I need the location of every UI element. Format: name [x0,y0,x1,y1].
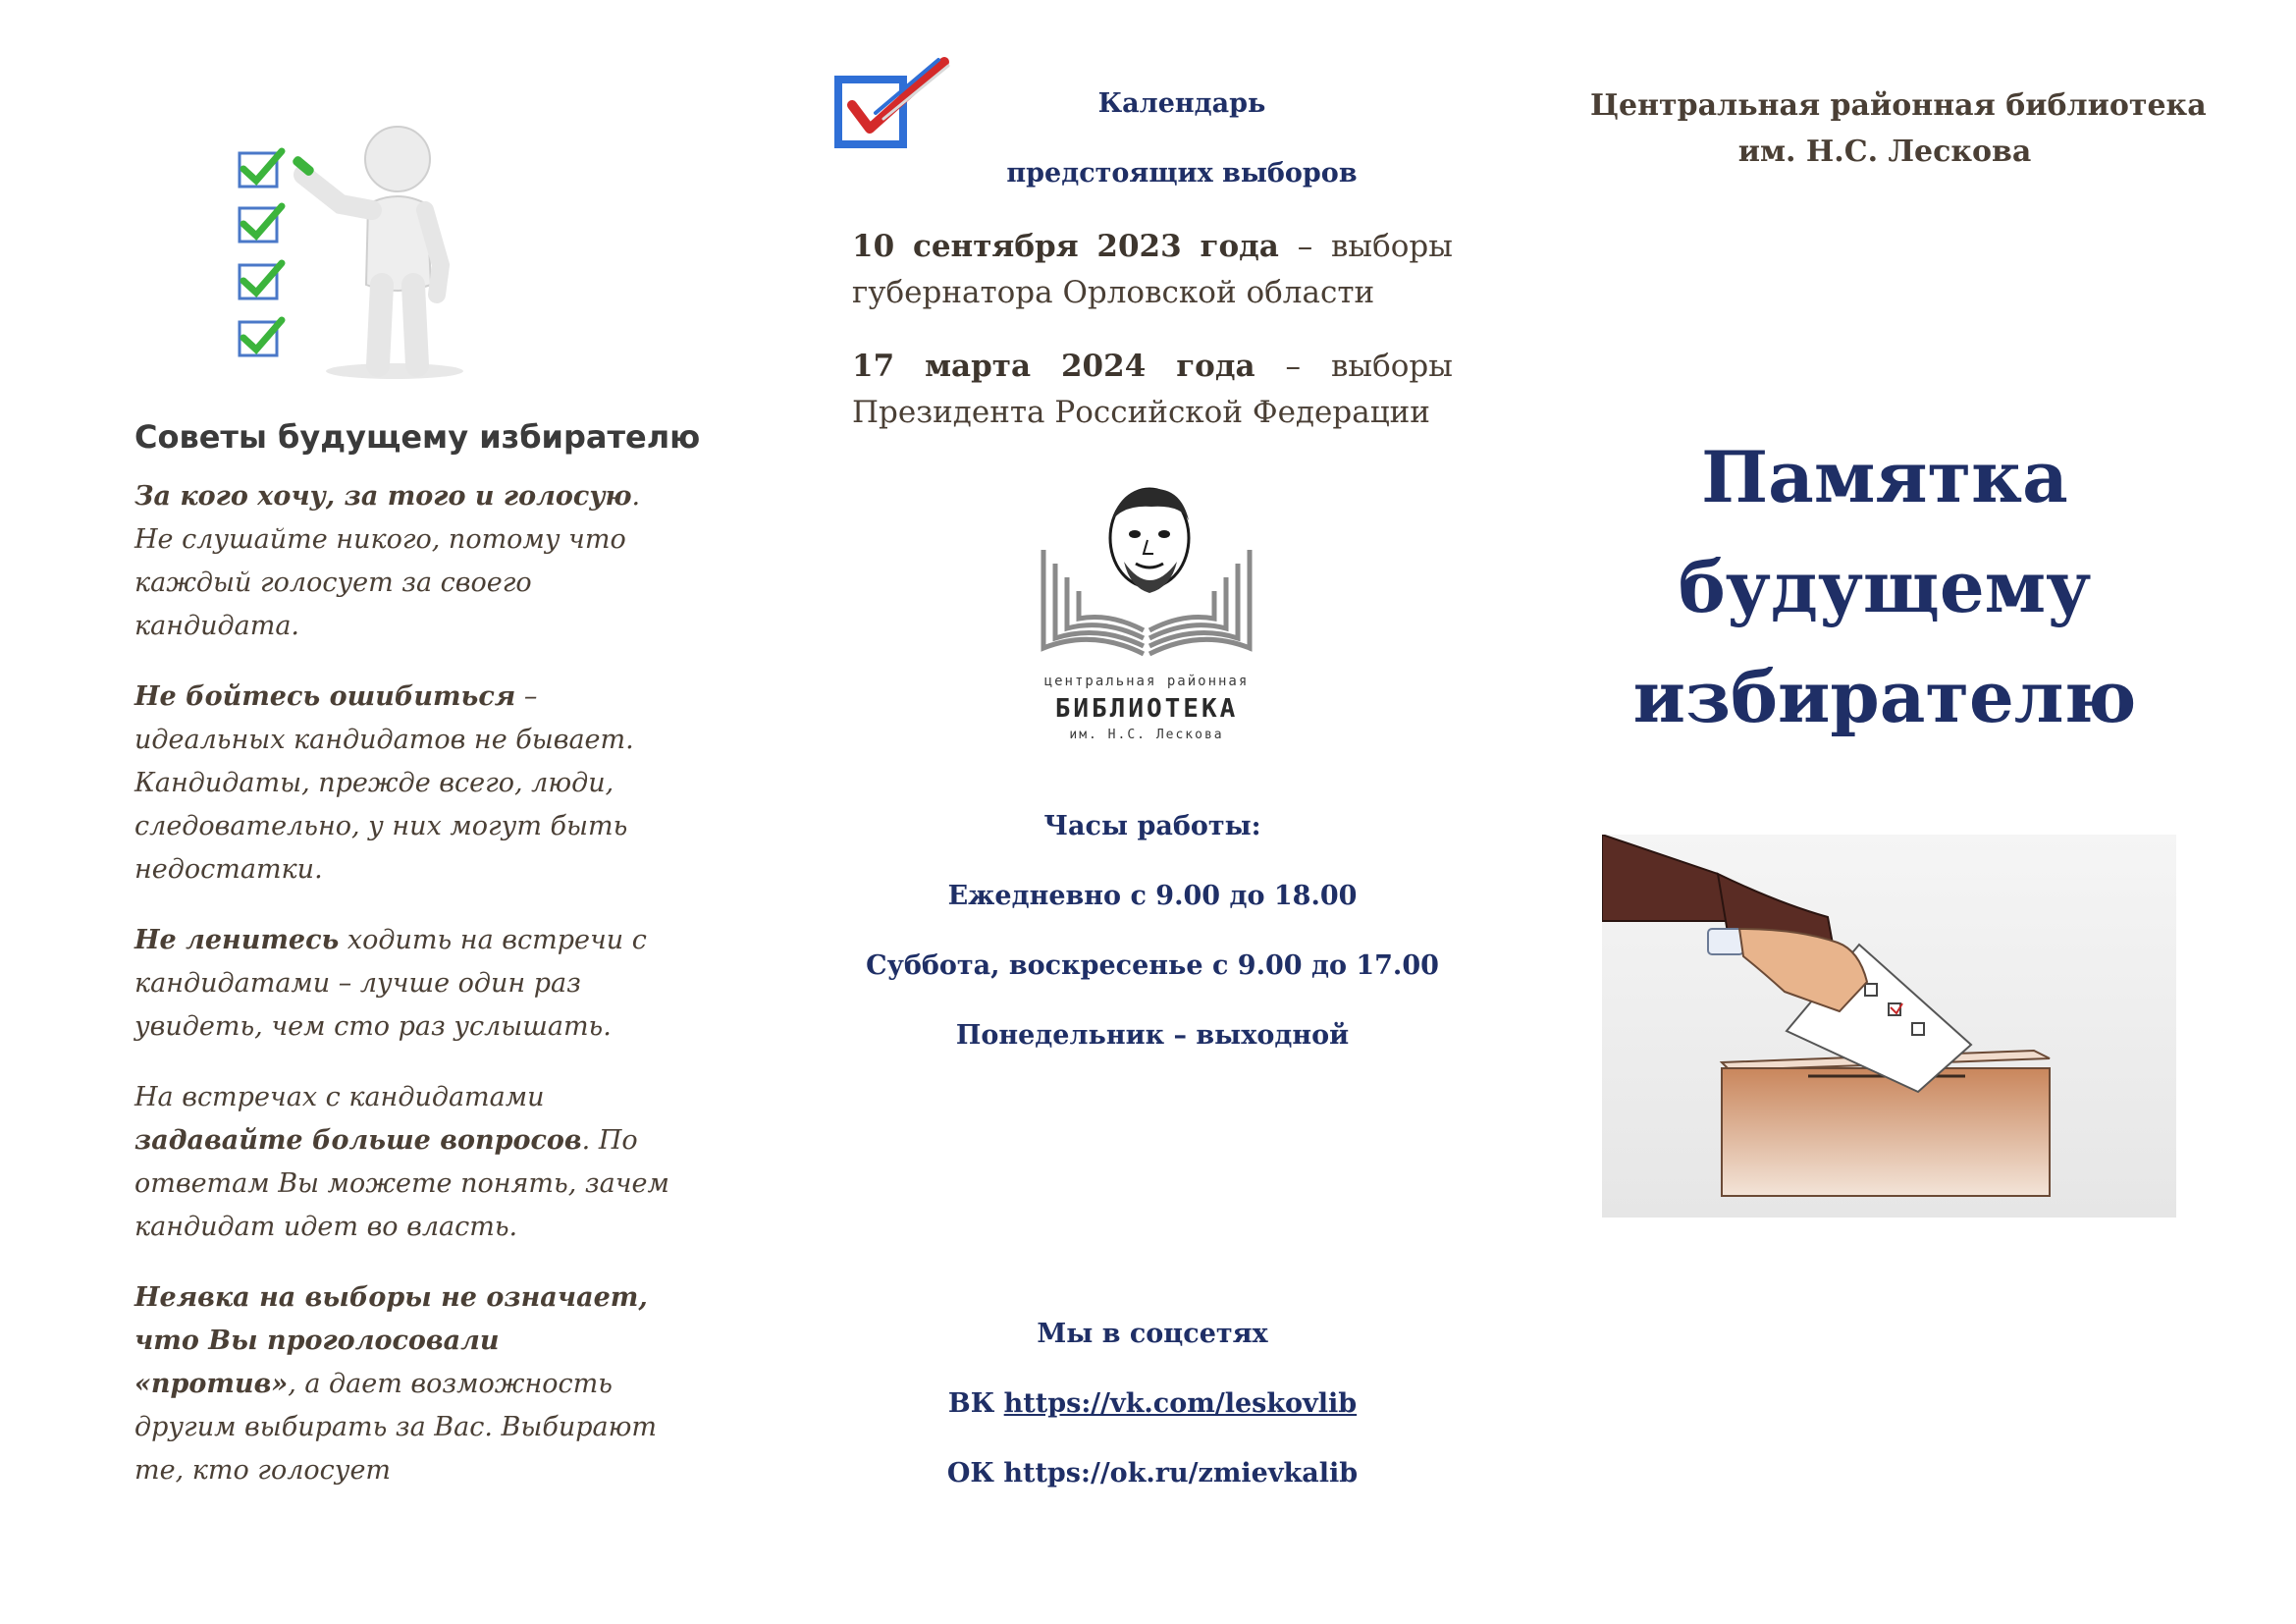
event-description: Президента Российской Федерации [852,395,1430,430]
tip-text: , а дает возможность другим выбирать за Вас. Выбирают те, кто голосует [134,1369,657,1486]
event-date-word: 2023 [1096,229,1182,264]
tips-list [134,475,669,1520]
calendar-title: Календарь [1097,88,1266,119]
checkbox-icon [240,151,282,187]
tip-item [134,676,669,892]
tip-bold: Не бойтесь ошибиться [134,681,516,712]
calendar-subtitle: предстоящих выборов [1006,158,1358,189]
vk-link[interactable]: https://vk.com/leskovlib [1003,1388,1358,1419]
event-dash: – [1297,229,1313,264]
library-name: Центральная районная библиотека [1590,88,2207,123]
checkbox-icon [240,206,282,242]
hours-title: Часы работы: [1043,811,1261,841]
event-date-word: 17 [852,349,895,384]
hours-line: Ежедневно с 9.00 до 18.00 [947,881,1358,911]
tip-bold: За кого хочу, за того и голосую [134,481,632,512]
checklist-person-illustration [134,79,566,403]
tip-item [134,1276,669,1492]
logo-line-1: центральная районная [1043,674,1250,689]
tip-text: ходить на встречи с кандидатами – лучше один раз увидеть, чем сто раз услышать. [134,925,647,1042]
election-event [852,344,1453,436]
event-date-word: сентября [912,229,1079,264]
event-word: выборы [1330,349,1453,384]
tip-text: . Не слушайте никого, потому что каждый голосует за своего кандидата. [134,481,641,641]
title-line: избирателю [1632,655,2137,738]
event-word: выборы [1330,229,1453,264]
tip-text: На встречах с кандидатами [134,1082,545,1112]
tip-bold: Не ленитесь [134,925,340,955]
checkbox-icon [240,320,282,355]
right-panel [1590,0,2207,1624]
vk-prefix: ВК [947,1388,1004,1419]
title-line: Памятка [1701,435,2068,518]
social-title: Мы в соцсетях [1037,1319,1268,1349]
vk-line [852,1388,1453,1419]
logo-line-2: БИБЛИОТЕКА [1054,694,1239,724]
page-title [1590,422,2179,752]
ballot-box-illustration [1602,835,2176,1218]
event-description: губернатора Орловской области [852,275,1375,310]
ok-line: ОК https://ok.ru/zmievkalib [946,1458,1359,1489]
person-figure [292,127,463,379]
library-logo [1034,481,1259,766]
event-date-word: 10 [852,229,895,264]
tip-text: . По ответам Вы можете понять, зачем кандидат идет во власть. [134,1125,669,1242]
middle-panel [852,0,1453,1624]
tip-bold: Неявка на выборы не означает, что Вы проголосовали «против» [134,1282,648,1399]
event-date-word: марта [925,349,1032,384]
tips-title: Советы будущему избирателю [134,418,701,456]
event-dash: – [1285,349,1302,384]
library-name-2: им. Н.С. Лескова [1737,135,2032,169]
portrait-icon [1110,489,1189,593]
tip-text: – идеальных кандидатов не бывает. Кандидаты, прежде всего, люди, следовательно, у них могут быть недостатки. [134,681,634,885]
event-date-word: года [1200,229,1279,264]
event-date-word: года [1176,349,1255,384]
tip-item [134,1076,669,1249]
hours-line: Понедельник – выходной [955,1020,1350,1051]
election-event [852,224,1453,316]
tip-item [134,919,669,1049]
tip-bold: задавайте больше вопросов [134,1125,582,1156]
hours-line: Суббота, воскресенье с 9.00 до 17.00 [866,950,1439,981]
logo-line-3: им. Н.С. Лескова [1069,728,1224,742]
tip-item [134,475,669,648]
checkbox-icon [240,263,282,298]
event-date-word: 2024 [1060,349,1147,384]
title-line: будущему [1678,545,2092,628]
